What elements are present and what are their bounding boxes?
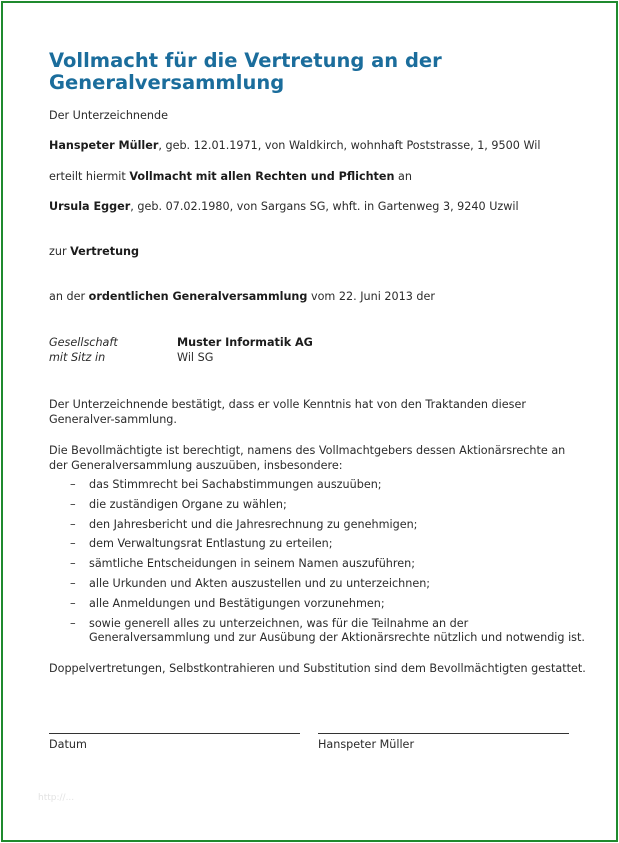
principal-line (49, 139, 540, 153)
list-item-text: dem Verwaltungsrat Entlastung zu erteilen; (89, 537, 333, 551)
agent-name: Ursula Egger (49, 200, 131, 213)
dash-marker: – (70, 478, 76, 491)
watermark-text: http://... (38, 793, 75, 803)
intro-text: Der Unterzeichnende (49, 109, 168, 122)
closing-paragraph: Doppelvertretungen, Selbstkontrahieren und Substitution sind dem Bevollmächtigten gestattet. (49, 662, 586, 675)
signer-name-label: Hanspeter Müller (318, 738, 415, 751)
list-item (70, 498, 590, 512)
purpose-pre: zur (49, 245, 71, 258)
dash-marker: – (70, 576, 76, 590)
dash-marker: – (70, 537, 76, 551)
document-title: Vollmacht für die Vertretung an der Generalversammlung (49, 49, 442, 94)
grant-line (49, 170, 412, 184)
grant-post: an (394, 170, 412, 183)
list-item (70, 557, 590, 571)
list-item (70, 577, 590, 591)
list-item-text: alle Anmeldungen und Bestätigungen vorzunehmen; (89, 596, 385, 610)
confirmation-paragraph: Der Unterzeichnende bestätigt, dass er volle Kenntnis hat von den Traktanden dieser Generalver-sammlung. (49, 398, 526, 426)
seat-label: mit Sitz in (49, 351, 106, 364)
list-item-text: die zuständigen Organe zu wählen; (89, 497, 287, 511)
company-value: Muster Informatik AG (177, 336, 313, 349)
list-item-text: das Stimmrecht bei Sachabstimmungen auszuüben; (89, 478, 382, 491)
meeting-post: vom 22. Juni 2013 der (307, 290, 435, 303)
dash-marker: – (70, 616, 76, 630)
meeting-bold: ordentlichen Generalversammlung (88, 290, 308, 303)
list-item-text: den Jahresbericht und die Jahresrechnung zu genehmigen; (89, 517, 418, 531)
rights-list (70, 478, 590, 650)
dash-marker: – (70, 596, 76, 610)
date-label: Datum (49, 738, 87, 751)
meeting-line (49, 290, 435, 304)
list-item-text: alle Urkunden und Akten auszustellen und zu unterzeichnen; (89, 576, 431, 590)
signature-line-right (318, 733, 569, 734)
seat-value: Wil SG (177, 351, 214, 364)
purpose-line (49, 245, 139, 259)
signature-line-left (49, 733, 300, 734)
dash-marker: – (70, 517, 76, 531)
principal-name: Hanspeter Müller (49, 139, 159, 152)
company-value-wrap (177, 336, 313, 350)
dash-marker: – (70, 557, 76, 571)
list-item (70, 617, 590, 645)
grant-bold: Vollmacht mit allen Rechten und Pflichten (129, 170, 395, 183)
purpose-bold: Vertretung (70, 245, 140, 258)
principal-details: , geb. 12.01.1971, von Waldkirch, wohnhaft Poststrasse, 1, 9500 Wil (158, 139, 541, 152)
list-item-text: sämtliche Entscheidungen in seinem Namen auszuführen; (89, 557, 415, 571)
list-item-text: sowie generell alles zu unterzeichnen, was für die Teilnahme an der Generalversammlung und zur Ausübung der Aktionärsrechte nützlich und notwendig ist. (89, 616, 585, 644)
grant-pre: erteilt hiermit (49, 170, 130, 183)
list-item (70, 597, 590, 611)
list-item (70, 518, 590, 532)
company-label: Gesellschaft (49, 336, 118, 349)
authorization-paragraph: Die Bevollmächtigte ist berechtigt, namens des Vollmachtgebers dessen Aktionärsrechte an der Generalversammlung auszuüben, insbesondere: (49, 444, 566, 472)
meeting-pre: an der (49, 290, 89, 303)
dash-marker: – (70, 497, 76, 511)
list-item (70, 478, 590, 492)
agent-details: , geb. 07.02.1980, von Sargans SG, whft. in Gartenweg 3, 9240 Uzwil (130, 200, 519, 213)
list-item (70, 537, 590, 551)
agent-line (49, 200, 519, 214)
